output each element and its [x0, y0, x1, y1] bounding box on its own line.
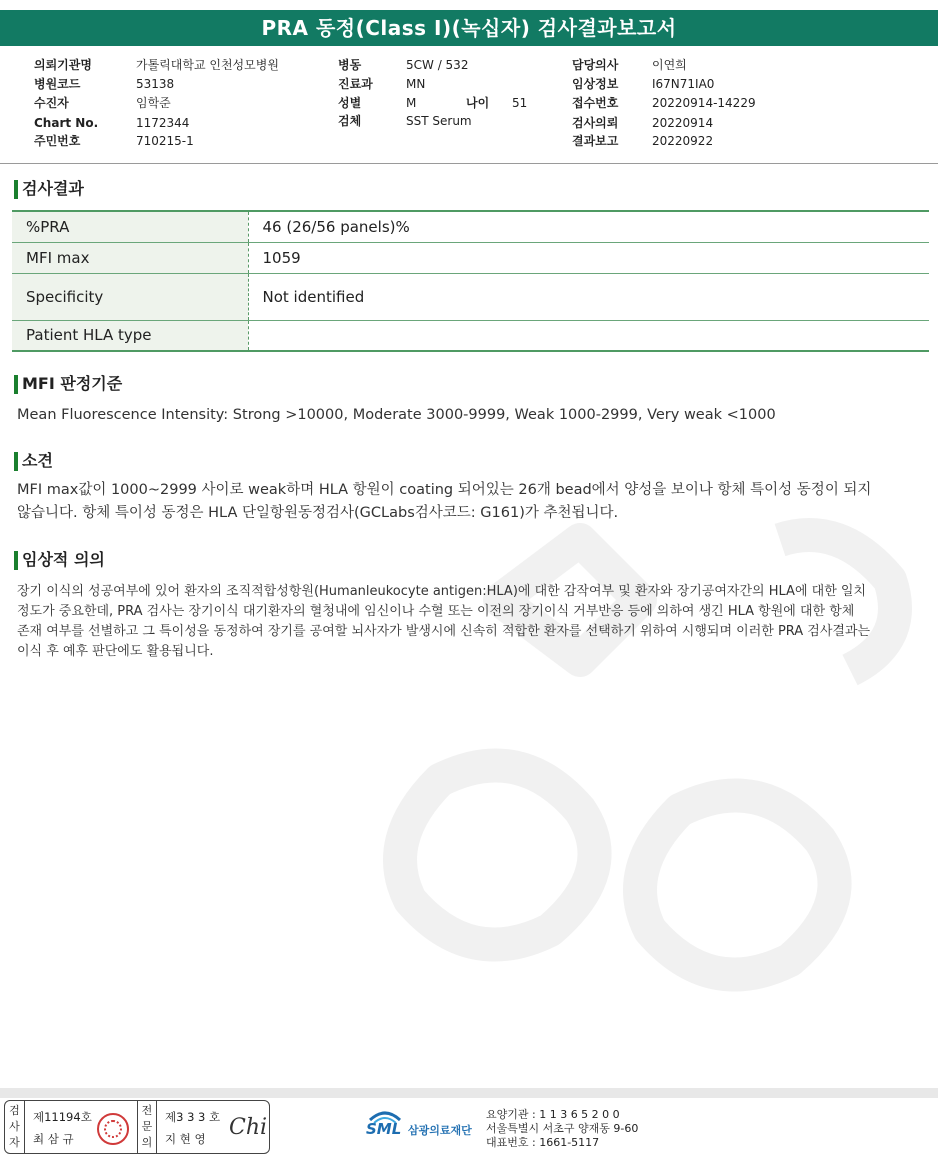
- dept-value: MN: [406, 77, 426, 91]
- row-key: Specificity: [12, 273, 248, 320]
- section-marker: [14, 551, 18, 570]
- resident-no-value: 710215-1: [136, 134, 194, 148]
- signature: Chi: [229, 1115, 268, 1140]
- institution-value: 가톨릭대학교 인천성모병원: [136, 58, 279, 72]
- clinical-significance-text: [17, 582, 917, 662]
- section-results-text: 검사결과: [22, 179, 84, 198]
- hospital-code-label: 병원코드: [34, 77, 81, 91]
- row-value: Not identified: [248, 273, 929, 320]
- age-label: 나이: [466, 96, 490, 110]
- age-value: 51: [512, 96, 528, 110]
- org-name: 삼광의료재단: [408, 1124, 472, 1137]
- clinical-info-value: I67N71IA0: [652, 77, 715, 91]
- table-row: [12, 211, 929, 242]
- section-mfi-text: MFI 판정기준: [22, 374, 123, 393]
- org-address: 서울특별시 서초구 양재동 9-60: [486, 1122, 639, 1135]
- institution-label: 의뢰기관명: [34, 58, 92, 72]
- watermark-cross-icon: [380, 480, 938, 1100]
- clinical-line: 장기 이식의 성공여부에 있어 환자의 조직적합성항원(Humanleukocyte antigen:HLA)에 대한 감작여부 및 환자와 장기공여자간의 HLA에 대한 일치: [17, 584, 866, 599]
- resident-no-label: 주민번호: [34, 134, 81, 148]
- examiner-license: 제11194호: [33, 1110, 92, 1124]
- receipt-no-value: 20220914-14229: [652, 96, 756, 110]
- section-clinical-heading: [14, 549, 105, 571]
- row-key: MFI max: [12, 242, 248, 273]
- sml-logo: [366, 1106, 484, 1146]
- clinical-line: 존재 여부를 선별하고 그 특이성을 동정하여 장기를 공여할 뇌사자가 발생시에 신속히 적합한 환자를 선택하기 위하여 시행되며 이러한 PRA 검사결과는: [17, 624, 871, 639]
- receipt-no-label: 접수번호: [572, 96, 619, 110]
- section-marker: [14, 452, 18, 471]
- specialist-label: 전문의: [137, 1101, 157, 1153]
- org-phone: 대표번호 : 1661-5117: [486, 1136, 600, 1149]
- request-date-value: 20220914: [652, 116, 714, 130]
- request-date-label: 검사의뢰: [572, 116, 619, 130]
- table-row: [12, 242, 929, 273]
- row-key: Patient HLA type: [12, 320, 248, 351]
- doctor-label: 담당의사: [572, 58, 619, 72]
- sex-value: M: [406, 96, 417, 110]
- examiner-label: 검사자: [5, 1101, 25, 1153]
- sex-label: 성별: [338, 96, 362, 110]
- report-title: PRA 동정(Class I)(녹십자) 검사결과보고서: [0, 10, 938, 46]
- signature-box: [4, 1100, 270, 1154]
- specialist-license: 제3 3 3 호: [165, 1110, 221, 1124]
- footer-band: [0, 1088, 938, 1098]
- specimen-value: SST Serum: [406, 114, 472, 128]
- seal-stamp-icon: [97, 1113, 129, 1145]
- care-code: 요양기관 : 1 1 3 6 5 2 0 0: [486, 1108, 620, 1121]
- examinee-label: 수진자: [34, 96, 69, 110]
- report-date-label: 결과보고: [572, 134, 619, 148]
- findings-line: MFI max값이 1000~2999 사이로 weak하며 HLA 항원이 coating 되어있는 26개 bead에서 양성을 보이나 항체 특이성 동정이 되지: [17, 482, 872, 498]
- chart-no-value: 1172344: [136, 116, 190, 130]
- row-key: %PRA: [12, 211, 248, 242]
- mfi-criteria-text: Mean Fluorescence Intensity: Strong >10000, Moderate 3000-9999, Weak 1000-2999, Very weak <1000: [17, 407, 776, 423]
- row-value: 46 (26/56 panels)%: [248, 211, 929, 242]
- results-table: [12, 210, 929, 352]
- logo-text: SML: [366, 1120, 402, 1138]
- header-divider: [0, 163, 938, 164]
- clinical-line: 정도가 중요한데, PRA 검사는 장기이식 대기환자의 혈청내에 임신이나 수혈 또는 이전의 장기이식 거부반응 등에 의하여 생긴 HLA 항원에 대한 항체: [17, 604, 855, 619]
- specimen-label: 검체: [338, 114, 362, 128]
- hospital-code-value: 53138: [136, 77, 175, 91]
- section-marker: [14, 180, 18, 199]
- section-clinical-text: 임상적 의의: [22, 550, 105, 569]
- clinical-line: 이식 후 예후 판단에도 활용됩니다.: [17, 644, 214, 659]
- section-marker: [14, 375, 18, 394]
- org-info: [486, 1108, 638, 1150]
- ward-label: 병동: [338, 58, 362, 72]
- examinee-value: 임학준: [136, 96, 171, 110]
- chart-no-label: Chart No.: [34, 116, 99, 130]
- report-date-value: 20220922: [652, 134, 714, 148]
- section-findings-text: 소견: [22, 451, 53, 470]
- section-mfi-heading: [14, 373, 122, 395]
- row-value: 1059: [248, 242, 929, 273]
- clinical-info-label: 임상정보: [572, 77, 619, 91]
- findings-text: [17, 479, 917, 525]
- examiner-name: 최 삼 규: [33, 1132, 74, 1146]
- ward-value: 5CW / 532: [406, 58, 469, 72]
- table-row: [12, 273, 929, 320]
- findings-line: 않습니다. 항체 특이성 동정은 HLA 단일항원동정검사(GCLabs검사코드: G161)가 추천됩니다.: [17, 505, 619, 521]
- doctor-value: 이연희: [652, 58, 687, 72]
- dept-label: 진료과: [338, 77, 373, 91]
- specialist-name: 지 현 영: [165, 1132, 206, 1146]
- section-findings-heading: [14, 450, 53, 472]
- row-value: [248, 320, 929, 351]
- section-results-heading: [14, 178, 84, 200]
- table-row: [12, 320, 929, 351]
